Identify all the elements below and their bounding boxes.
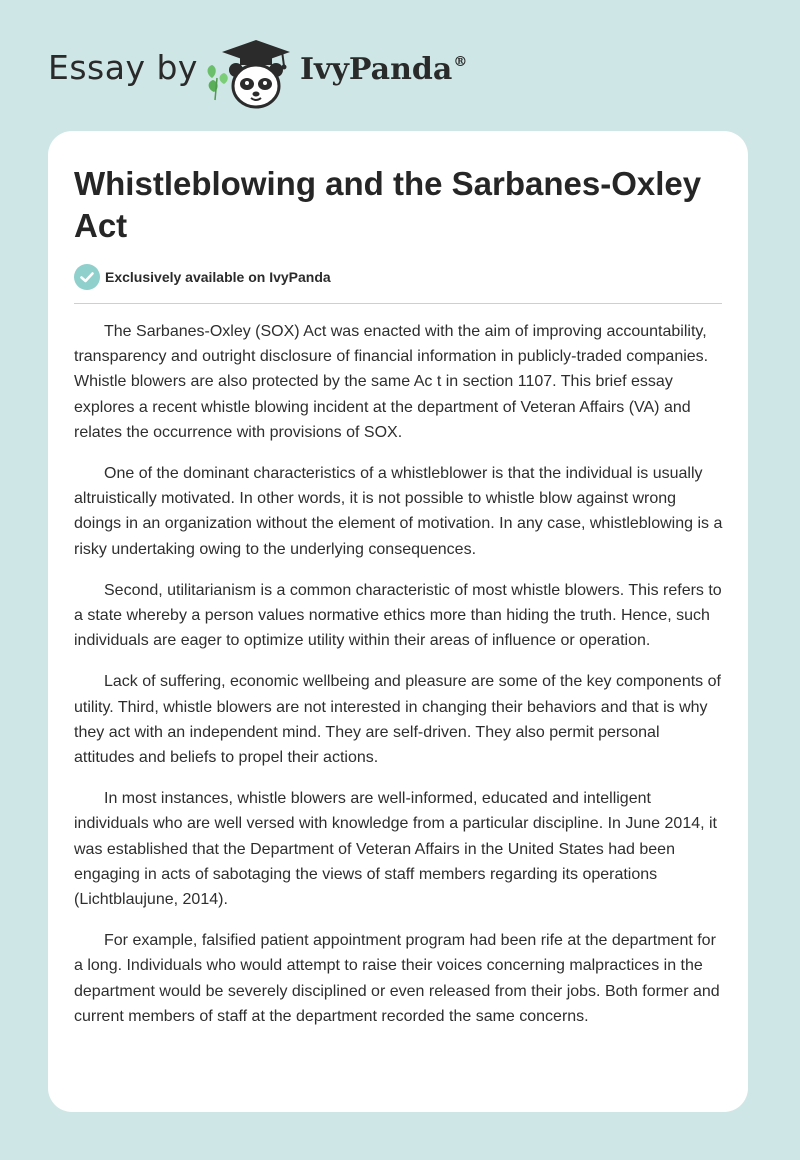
paragraph: For example, falsified patient appointment program had been rife at the department for a long. Individuals who would attempt to raise their voices concerning malpractices in the department would be severely disciplined or even released from their jobs. Both former and current members of staff at the department recorded the same concerns.	[74, 932, 720, 1025]
paragraph: One of the dominant characteristics of a whistleblower is that the individual is usually altruistically motivated. In other words, it is not possible to whistle blow against wrong doings in an organization without the element of motivation. In any case, whistleblowing is a risky undertaking owing to the underlying consequences.	[74, 465, 723, 558]
brand-text: IvyPanda	[300, 52, 453, 87]
paragraph: The Sarbanes-Oxley (SOX) Act was enacted with the aim of improving accountability, transparency and outright disclosure of financial information in publicly-traded companies. Whistle blowers are also protected by the same Ac t in section 1107. This brief essay explores a recent whistle blowing incident at the department of Veteran Affairs (VA) and relates the occurrence with provisions of SOX.	[74, 323, 709, 441]
panda-graduation-logo-icon[interactable]	[202, 34, 302, 112]
paragraph: Lack of suffering, economic wellbeing and pleasure are some of the key components of utility. Third, whistle blowers are not interested in changing their behaviors and that is why they act with an independent mind. They are self-driven. They also permit personal attitudes and beliefs to propel their actions.	[74, 673, 721, 767]
essay-body	[74, 319, 724, 1045]
badge-label: Exclusively available on IvyPanda	[105, 269, 331, 285]
exclusive-badge	[74, 264, 331, 290]
ivy-leaf-icon	[208, 65, 228, 100]
paragraph: In most instances, whistle blowers are well-informed, educated and intelligent individuals who are well versed with knowledge from a particular discipline. In June 2014, it was established that the Department of Veteran Affairs in the United States had been engaging in acts of sabotaging the views of staff members regarding its operations (Lichtblaujune, 2014).	[74, 790, 717, 909]
essay-title: Whistleblowing and the Sarbanes-Oxley Act	[74, 165, 702, 244]
divider	[74, 303, 722, 304]
essay-by-label: Essay by	[48, 48, 198, 87]
site-header	[48, 30, 548, 110]
check-circle-icon	[74, 264, 100, 290]
brand-name[interactable]	[300, 52, 467, 87]
registered-mark: ®	[453, 54, 468, 70]
paragraph: Second, utilitarianism is a common characteristic of most whistle blowers. This refers to a state whereby a person values normative ethics more than hiding the truth. Hence, such individuals are eager to optimize utility within their areas of influence or operation.	[74, 581, 722, 650]
essay-card	[48, 131, 748, 1112]
